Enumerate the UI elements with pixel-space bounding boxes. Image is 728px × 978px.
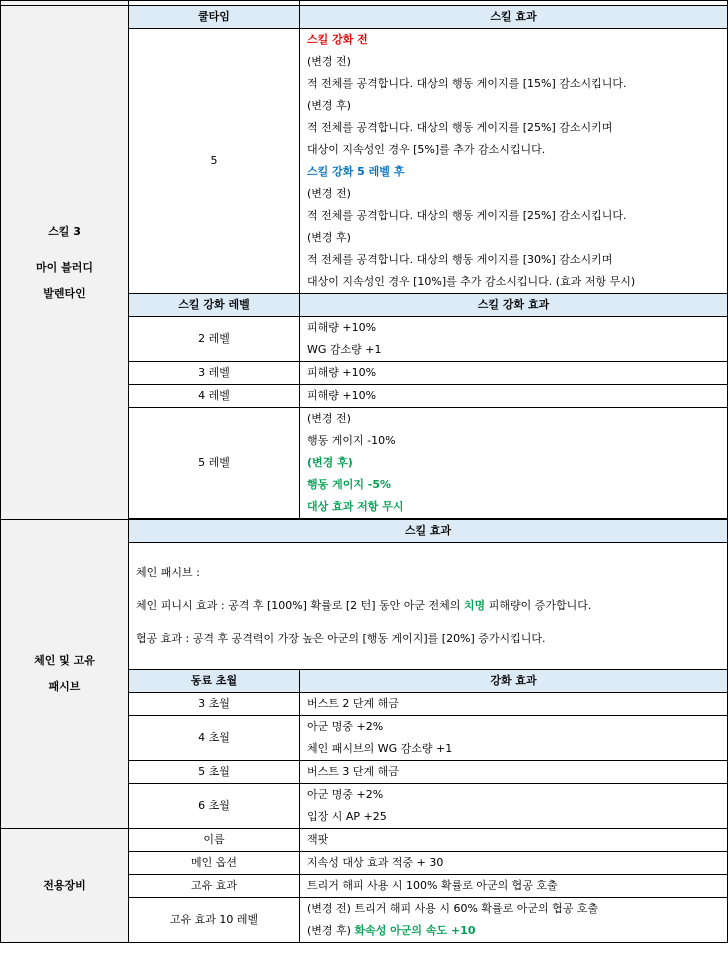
passive-line: 협공 효과 : 공격 후 공격력이 가장 높은 아군의 [행동 게이지]를 [20%] 증가시킵니다. [136,632,546,645]
skill-effect-header: 스킬 효과 [300,6,728,29]
effect-line: 적 전체를 공격합니다. 대상의 행동 게이지를 [15%] 감소시킵니다. [307,77,627,90]
equip-value: 지속성 대상 효과 적중 + 30 [300,852,728,875]
enh-line: WG 감소량 +1 [307,343,382,356]
equip-label: 메인 옵션 [129,852,300,875]
trans-level: 6 초월 [129,784,300,829]
equip-value: 트리거 해피 사용 시 100% 확률로 아군의 협공 호출 [300,875,728,898]
effect-line: 대상이 지속성인 경우 [5%]를 추가 감소시킵니다. [307,143,546,156]
after-prefix: (변경 후) [307,924,351,937]
enh-level-header: 스킬 강화 레벨 [129,294,300,317]
skill3-title-line: 발렌타인 [43,286,86,300]
effect-line: 적 전체를 공격합니다. 대상의 행동 게이지를 [30%] 감소시키며 [307,253,613,266]
trans-line: 아군 명중 +2% [307,720,384,733]
enh-line: 대상 효과 저항 무시 [307,500,404,513]
skill3-title-cell [1,6,129,520]
enh-line: (변경 후) [307,456,353,469]
passive-title-cell [1,520,129,829]
effect-line: (변경 전) [307,55,351,68]
enh-level: 3 레벨 [129,362,300,385]
trans-line: 아군 명중 +2% [307,788,384,801]
equip-lv10-after [307,920,727,942]
passive-line [136,595,727,617]
enh-line: 피해량 +10% [300,385,728,408]
trans-level-header: 동료 초월 [129,670,300,693]
crit-highlight: 치명 [463,599,486,612]
enh-level: 2 레벨 [129,317,300,362]
passive-effect-cell [129,543,728,670]
enh-line: (변경 전) [307,412,351,425]
passive-text: 체인 피니시 효과 : 공격 후 [100%] 확률로 [2 턴] 동안 아군 전체의 [136,599,461,612]
cooltime-header: 쿨타임 [129,6,300,29]
passive-title-line: 체인 및 고유 [34,654,95,667]
trans-line: 버스트 2 단계 해금 [300,693,728,716]
trans-level: 3 초월 [129,693,300,716]
passive-line: 체인 패시브 : [136,566,200,579]
passive-text: 피해량이 증가합니다. [488,599,592,612]
enh-line: 행동 게이지 -5% [307,478,392,491]
after-highlight: 화속성 아군의 속도 +10 [354,924,476,937]
equip-lv10-before: (변경 전) 트리거 해피 사용 시 60% 확률로 아군의 협공 호출 [307,902,599,915]
equip-label: 고유 효과 10 레벨 [129,898,300,943]
skill-effect-cell [300,29,728,294]
skill3-title-line: 마이 블러디 [36,260,93,274]
enh-line: 행동 게이지 -10% [307,434,396,447]
enh-level: 4 레벨 [129,385,300,408]
equip-label: 이름 [129,829,300,852]
enh-line: 피해량 +10% [300,362,728,385]
effect-line: 스킬 강화 전 [307,33,368,46]
cooltime-value: 5 [129,29,300,294]
skill3-title-line: 스킬 3 [48,224,81,238]
trans-line: 버스트 3 단계 해금 [300,761,728,784]
trans-level: 5 초월 [129,761,300,784]
passive-title-line: 패시브 [48,680,81,693]
equip-value: 잭팟 [300,829,728,852]
effect-line: (변경 후) [307,231,351,244]
effect-line: (변경 전) [307,187,351,200]
effect-line: (변경 후) [307,99,351,112]
effect-line: 대상이 지속성인 경우 [10%]를 추가 감소시킵니다. (효과 저항 무시) [307,275,636,288]
trans-line: 입장 시 AP +25 [307,810,387,823]
effect-line: 적 전체를 공격합니다. 대상의 행동 게이지를 [25%] 감소시키며 [307,121,613,134]
passive-header: 스킬 효과 [129,520,728,543]
trans-effect-header: 강화 효과 [300,670,728,693]
trans-level: 4 초월 [129,716,300,761]
equipment-title-cell: 전용장비 [1,829,129,943]
effect-line: 스킬 강화 5 레벨 후 [307,165,405,178]
enh-effect-header: 스킬 강화 효과 [300,294,728,317]
enh-level: 5 레벨 [129,408,300,519]
trans-line: 체인 패시브의 WG 감소량 +1 [307,742,453,755]
equip-label: 고유 효과 [129,875,300,898]
effect-line: 적 전체를 공격합니다. 대상의 행동 게이지를 [25%] 감소시킵니다. [307,209,627,222]
enh-line: 피해량 +10% [307,321,377,334]
